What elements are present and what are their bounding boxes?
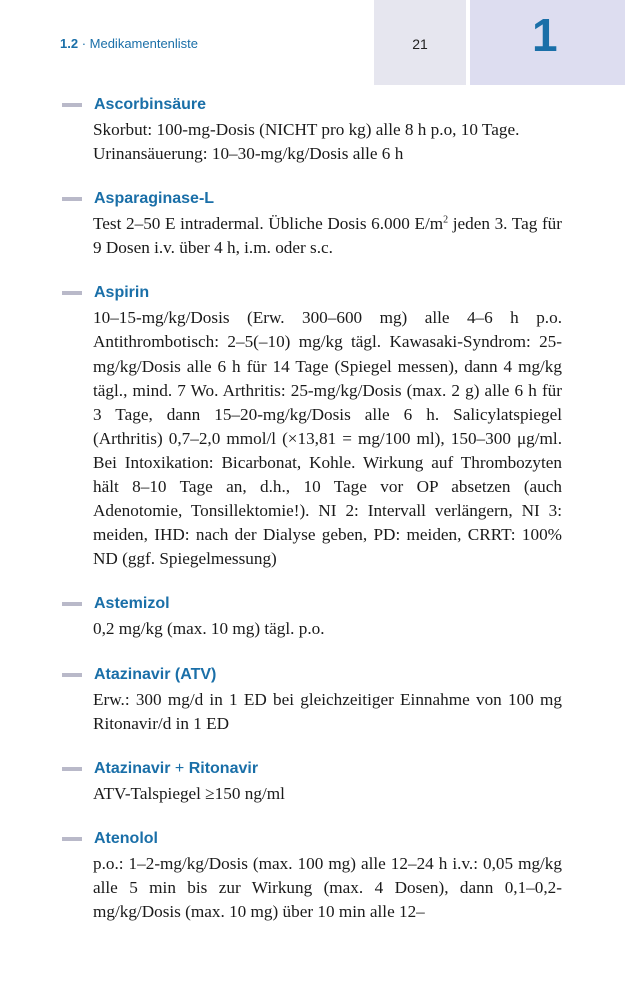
section-number: 1.2: [60, 36, 79, 51]
superscript: 2: [443, 214, 449, 226]
entry-bullet-dash: [62, 197, 82, 201]
section-title: Medikamentenliste: [89, 36, 199, 51]
entry-bullet-dash: [62, 837, 82, 841]
entry-bullet-dash: [62, 602, 82, 606]
drug-title: Asparaginase-L: [94, 190, 215, 208]
entry-bullet-dash: [62, 673, 82, 677]
chapter-number: 1: [532, 9, 558, 61]
dosage-text-part: jeden 3. Tag für 9 Dosen i.v. über 4 h, i.m. oder s.c.: [93, 214, 562, 258]
dosage-text-part: Test 2–50 E intradermal. Übliche Dosis 6.000 E/m: [93, 214, 444, 234]
drug-list: [0, 92, 625, 944]
drug-title: Atazinavir (ATV): [94, 665, 217, 683]
drug-dosage-text: [93, 212, 562, 260]
drug-dosage-text: 0,2 mg/kg (max. 10 mg) tägl. p.o.: [93, 619, 325, 639]
dosage-line: Urinansäuerung: 10–30-mg/kg/Dosis alle 6 h: [93, 144, 404, 164]
page-number: 21: [412, 36, 428, 52]
entry-bullet-dash: [62, 767, 82, 771]
entry-bullet-dash: [62, 291, 82, 295]
drug-title: Atenolol: [94, 829, 158, 847]
drug-dosage-text: [93, 118, 562, 166]
drug-title: Ascorbinsäure: [94, 96, 207, 113]
chapter-tab: [470, 0, 625, 85]
drug-entry-atazinavir-ritonavir: [0, 756, 625, 806]
drug-entry-atazinavir: [0, 662, 625, 736]
dosage-line: Skorbut: 100-mg-Dosis (NICHT pro kg) alle 8 h p.o, 10 Tage.: [93, 120, 520, 139]
section-separator: ·: [78, 36, 90, 51]
drug-title: Aspirin: [94, 284, 150, 302]
entry-bullet-dash: [62, 103, 82, 107]
drug-entry-atenolol: [0, 826, 625, 924]
drug-dosage-text: Erw.: 300 mg/d in 1 ED bei gleichzeitiger Einnahme von 100 mg Ritonavir/d in 1 ED: [93, 689, 562, 733]
drug-entry-asparaginase: [0, 186, 625, 260]
drug-dosage-text: ATV-Talspiegel ≥150 ng/ml: [93, 783, 285, 803]
drug-title-plus: +: [170, 759, 189, 777]
drug-title: [94, 756, 625, 782]
drug-dosage-text: p.o.: 1–2-mg/kg/Dosis (max. 100 mg) alle 12–24 h i.v.: 0,05 mg/kg alle 5 min bis zur Wirkung (max. 4 Dosen), dann 0,1–0,2-mg/kg/Dosis (max. 10 mg) über 10 min alle 12–: [93, 853, 562, 921]
drug-title: Astemizol: [94, 595, 170, 613]
drug-entry-ascorbinsaeure: [0, 92, 625, 166]
page-number-tab: [374, 0, 466, 85]
drug-title-part: Ritonavir: [188, 759, 259, 777]
drug-entry-aspirin: [0, 280, 625, 571]
running-header: [60, 36, 198, 51]
drug-entry-astemizol: [0, 591, 625, 641]
drug-dosage-text: 10–15-mg/kg/Dosis (Erw. 300–600 mg) alle 4–6 h p.o. Antithrombotisch: 2–5(–10) mg/kg tägl. Kawasaki-Syndrom: 25-mg/kg/Dosis alle 6 h für 14 Tage (Spiegel messen), dann 4 mg/kg tägl., mind. 7 Wo. Arthritis: 25-mg/kg/Dosis (max. 2 g) alle 6 h für 3 Tage, dann 15–20-mg/kg/Dosis alle 6 h. Salicylatspiegel (Arthritis) 0,7–2,0 mmol/l (×13,81 = mg/100 ml), 150–300 μg/ml. Bei Intoxikation: Bicarbonat, Kohle. Wirkung auf Thrombozyten hält 8–10 Tage an, d.h., 10 Tage vor OP absetzen (auch Adenotomie, Tonsillektomie!). NI 2: Intervall verlängern, NI 3: meiden, IHD: nach der Dialyse geben, PD: meiden, CRRT: 100% ND (ggf. Spiegelmessung): [93, 308, 562, 569]
drug-title-part: Atazinavir: [94, 759, 171, 777]
